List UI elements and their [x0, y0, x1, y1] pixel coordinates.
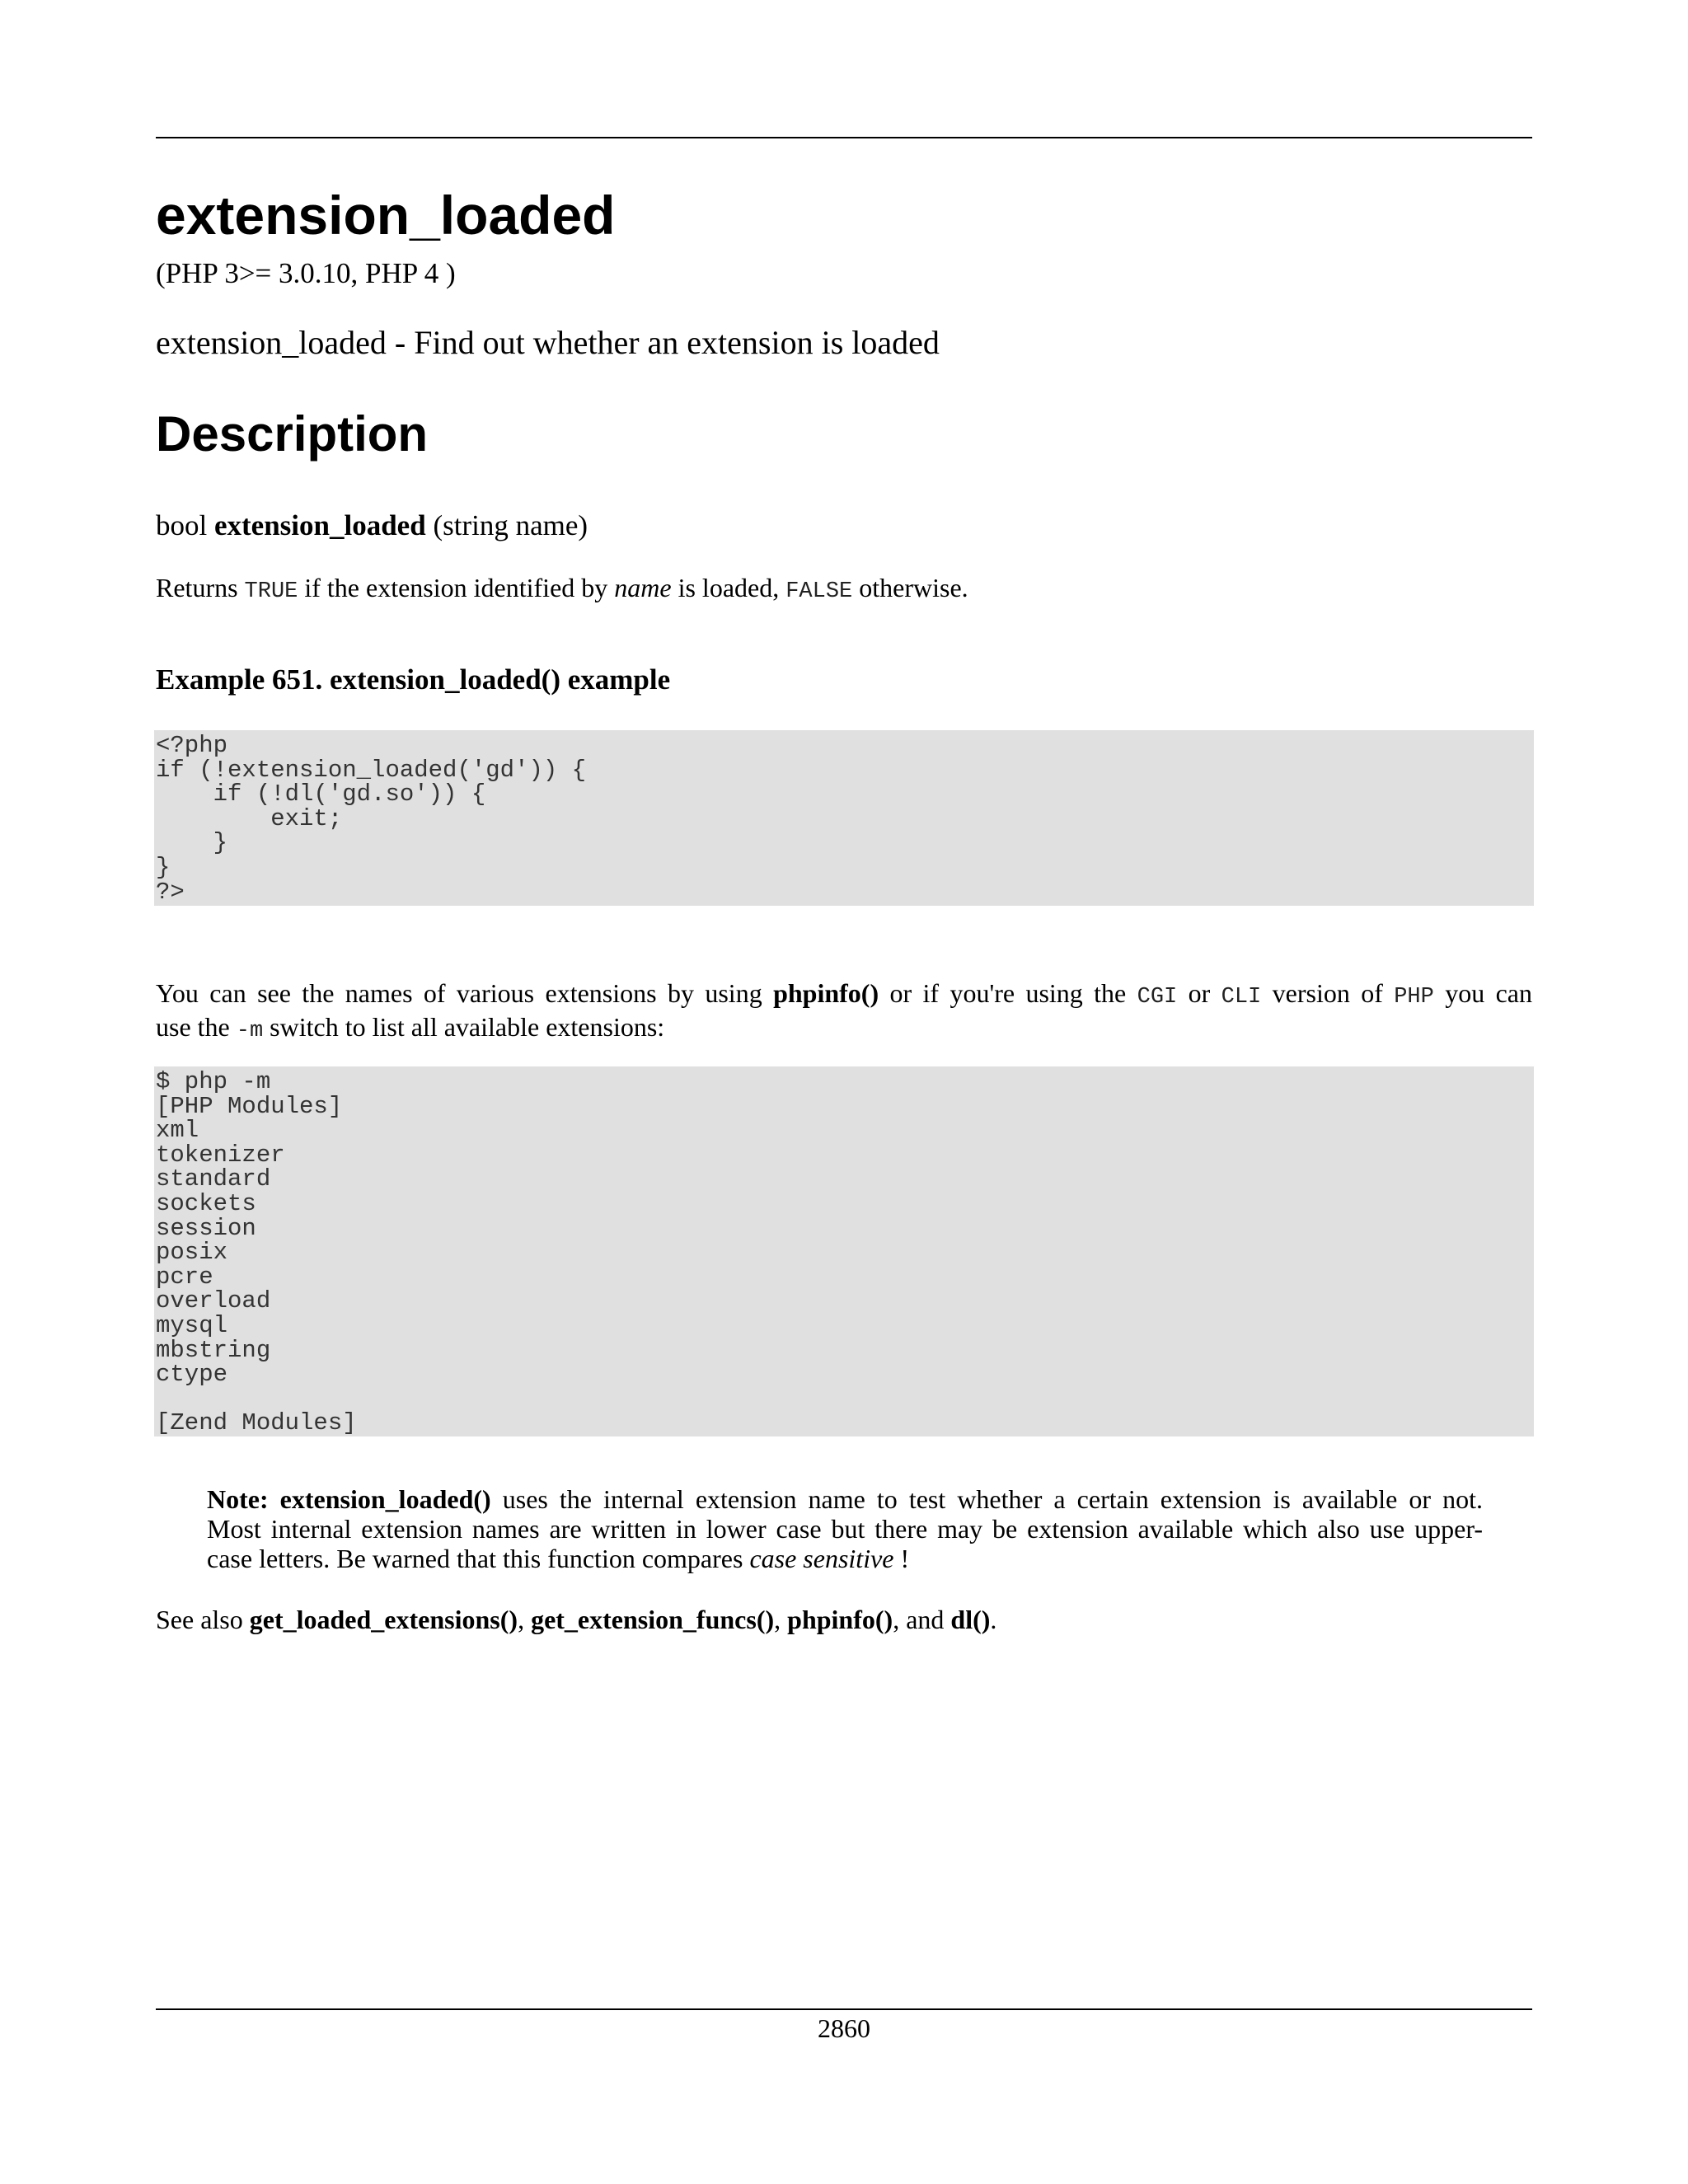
cgi-term: CGI	[1137, 985, 1178, 1010]
function-params: (string name)	[433, 509, 588, 541]
param-name: name	[614, 573, 672, 602]
note-block	[207, 1484, 1483, 1573]
page-title: extension_loaded	[156, 185, 616, 246]
see-also-link-phpinfo[interactable]: phpinfo()	[787, 1605, 893, 1634]
false-constant: FALSE	[785, 579, 853, 604]
m-switch: -m	[236, 1019, 264, 1043]
paragraph-line-2: use the -m switch to list all available extensions:	[156, 1012, 665, 1043]
true-constant: TRUE	[244, 579, 298, 604]
paragraph-line-1: You can see the names of various extensions by using phpinfo() or if you're using the CGI or CLI version of PHP you can	[156, 978, 1532, 1010]
code-example-php: <?php if (!extension_loaded('gd')) { if (!dl('gd.so')) { exit; } } ?>	[154, 730, 1534, 906]
manual-page	[156, 0, 1532, 2184]
note-line-3: case letters. Be warned that this function compares case sensitive !	[207, 1544, 910, 1573]
note-line-1: Note: extension_loaded() uses the internal extension name to test whether a certain extension is available or not.	[207, 1484, 1484, 1514]
header-rule	[156, 137, 1532, 138]
see-also-link-get-extension-funcs[interactable]: get_extension_funcs()	[531, 1605, 775, 1634]
page-number: 2860	[818, 2013, 870, 2043]
cli-term: CLI	[1221, 985, 1262, 1010]
see-also-link-get-loaded-extensions[interactable]: get_loaded_extensions()	[249, 1605, 518, 1634]
example-title: Example 651. extension_loaded() example	[156, 663, 671, 696]
note-line-2: Most internal extension names are written in lower case but there may be extension available which also use upper-	[207, 1514, 1483, 1544]
code-example-shell: $ php -m [PHP Modules] xml tokenizer standard sockets session posix pcre overload mysql mbstring ctype [Zend Modules]	[154, 1066, 1534, 1436]
section-title-description: Description	[156, 406, 429, 462]
php-term: PHP	[1394, 985, 1434, 1010]
return-description: Returns TRUE if the extension identified by name is loaded, FALSE otherwise.	[156, 573, 968, 604]
function-name: extension_loaded	[213, 509, 426, 541]
see-also-link-dl[interactable]: dl()	[950, 1605, 991, 1634]
function-purpose: extension_loaded - Find out whether an extension is loaded	[156, 324, 940, 361]
see-also: See also get_loaded_extensions(), get_extension_funcs(), phpinfo(), and dl().	[156, 1605, 997, 1634]
note-label: Note: extension_loaded()	[207, 1484, 491, 1514]
version-info: (PHP 3>= 3.0.10, PHP 4 )	[156, 257, 456, 289]
case-sensitive-emphasis: case sensitive	[749, 1544, 894, 1573]
return-type: bool	[156, 509, 208, 541]
modules-paragraph	[156, 978, 1532, 1046]
function-synopsis	[156, 509, 588, 543]
footer-rule	[156, 2008, 1532, 2010]
phpinfo-ref: phpinfo()	[773, 978, 879, 1008]
